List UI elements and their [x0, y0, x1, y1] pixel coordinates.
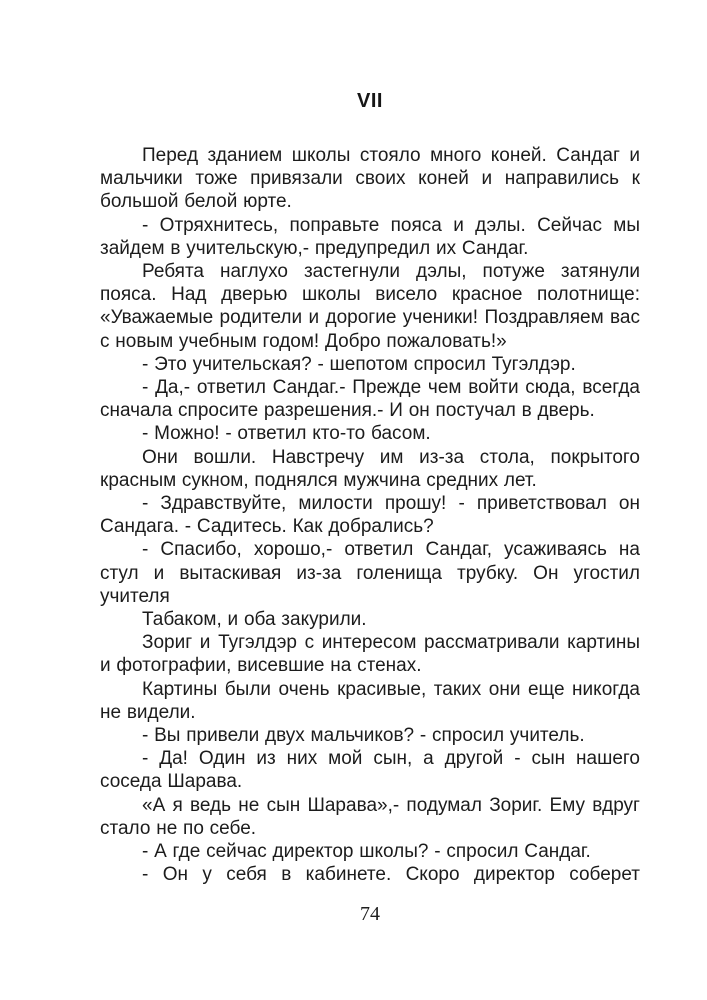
paragraph: Картины были очень красивые, таких они еще никогда не видели.	[100, 678, 640, 723]
paragraph: Табаком, и оба закурили.	[142, 609, 367, 631]
paragraph: - Да! Один из них мой сын, а другой - сын нашего соседа Шарава.	[100, 748, 640, 793]
paragraph: «А я ведь не сын Шарава»,- подумал Зориг. Ему вдруг стало не по себе.	[100, 794, 640, 839]
chapter-heading: VII	[357, 90, 383, 112]
paragraph: - Это учительская? - шепотом спросил Тугэлдэр.	[142, 353, 576, 375]
paragraph: - Здравствуйте, милости прошу! - приветствовал он Сандага. - Садитесь. Как добрались?	[100, 493, 640, 538]
paragraph: - А где сейчас директор школы? - спросил Сандаг.	[142, 841, 591, 863]
paragraph: - Спасибо, хорошо,- ответил Сандаг, усаживаясь на стул и вытаскивая из-за голенища трубку. Он угостил учителя	[100, 539, 640, 607]
paragraph: Зориг и Тугэлдэр с интересом рассматривали картины и фотографии, висевшие на стенах.	[100, 632, 640, 677]
paragraph: - Да,- ответил Сандаг.- Прежде чем войти сюда, всегда сначала спросите разрешения.- И он постучал в дверь.	[100, 377, 640, 422]
paragraph: Они вошли. Навстречу им из-за стола, покрытого красным сукном, поднялся мужчина средних лет.	[100, 446, 640, 491]
paragraph: - Отряхнитесь, поправьте пояса и дэлы. Сейчас мы зайдем в учительскую,- предупредил их Сандаг.	[100, 214, 640, 259]
paragraph: Ребята наглухо застегнули дэлы, потуже затянули пояса. Над дверью школы висело красное полотнище: «Уважаемые родители и дорогие ученики! Поздравляем вас с новым учебным годом! Добро пожаловать!»	[100, 261, 640, 352]
paragraph: - Вы привели двух мальчиков? - спросил учитель.	[142, 725, 585, 747]
paragraph: - Он у себя в кабинете. Скоро директор соберет	[142, 864, 640, 886]
body-text	[100, 144, 640, 887]
page-number: 74	[360, 903, 380, 925]
paragraph: Перед зданием школы стояло много коней. Сандаг и мальчики тоже привязали своих коней и направились к большой белой юрте.	[100, 145, 640, 213]
paragraph: - Можно! - ответил кто-то басом.	[142, 423, 431, 445]
text-column	[100, 0, 640, 887]
